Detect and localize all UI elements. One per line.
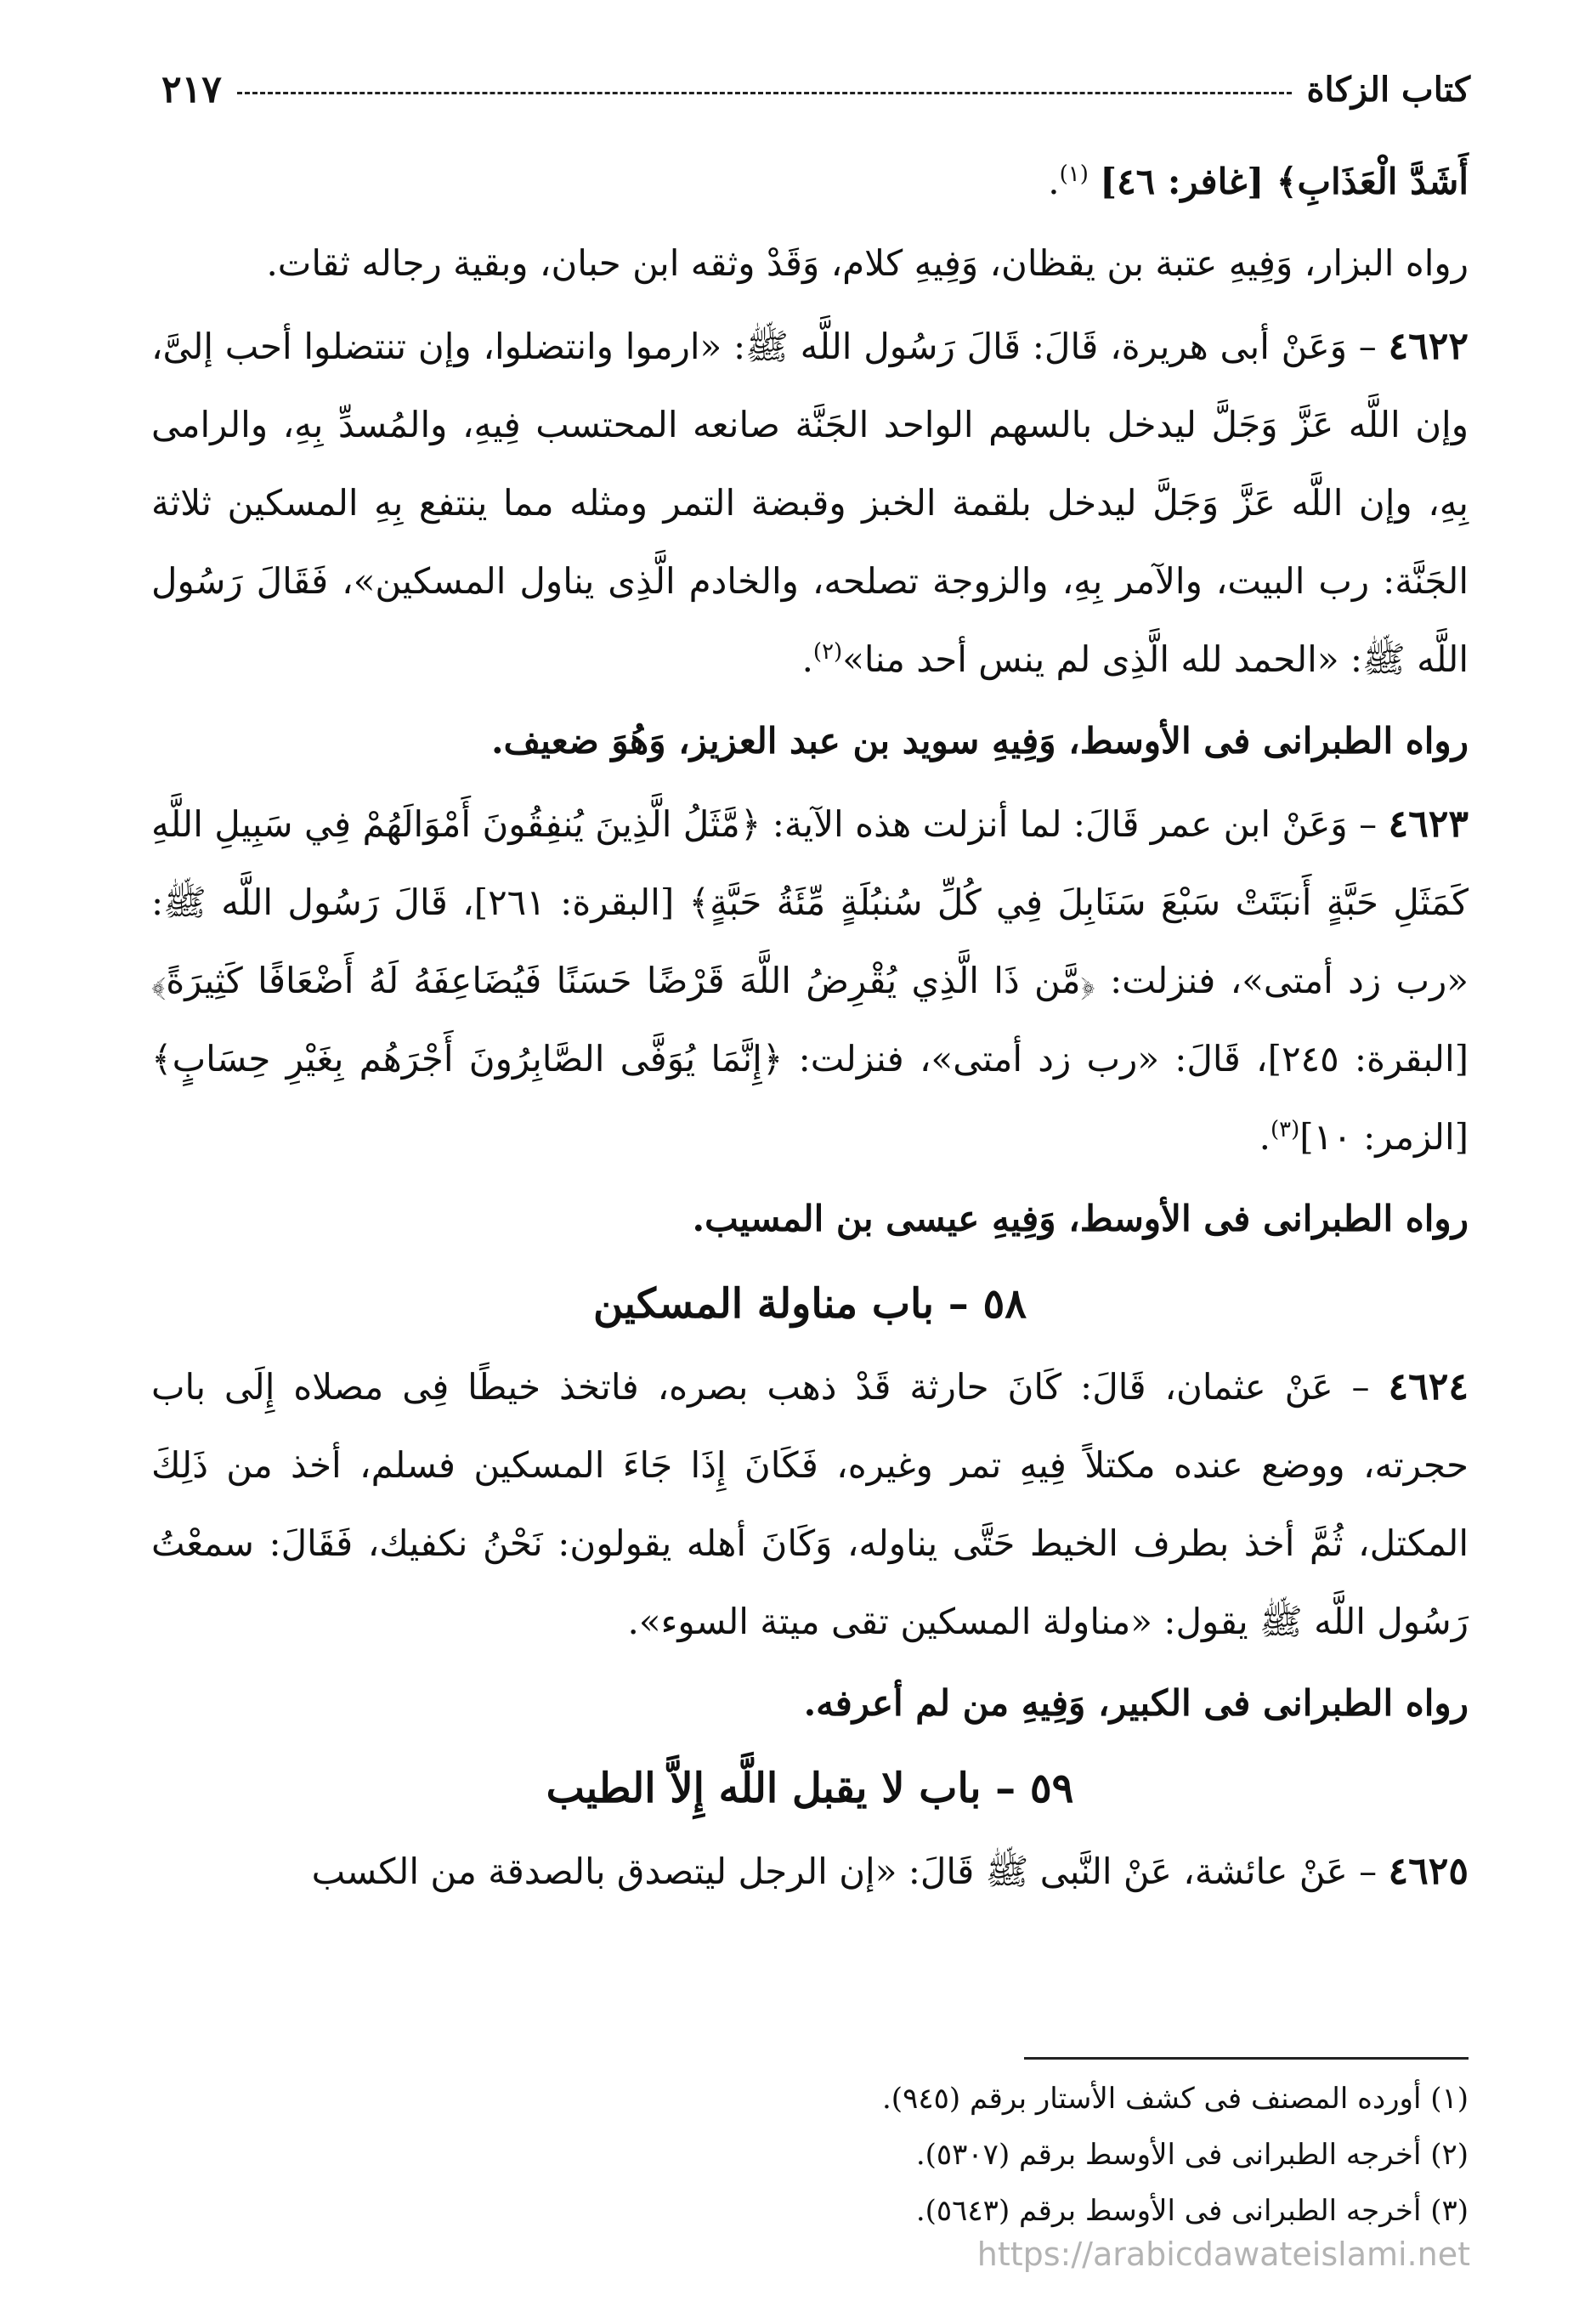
chapter-heading-59: ٥٩ – باب لا يقبل اللَّه إِلاَّ الطيب [546, 1765, 1074, 1812]
footnote-separator [1024, 2057, 1469, 2060]
source-note-text: رواه الطبرانى فى الأوسط، وَفِيهِ سويد بن عبد العزيز، وَهُوَ ضعيف. [491, 720, 1469, 762]
hadith-number: ٤٦٢٢ [1388, 325, 1469, 368]
hadith-number: ٤٦٢٥ [1388, 1850, 1469, 1893]
hadith-text: – عَنْ عائشة، عَنْ النَّبى ﷺ قَالَ: «إن الرجل ليتصدق بالصدقة من الكسب [311, 1850, 1389, 1892]
footnote-ref: (٣) [1271, 1117, 1300, 1142]
watermark-url: https://arabicdawateislami.net [976, 2236, 1470, 2273]
footnote-ref: (١) [1059, 162, 1089, 187]
hadith-number: ٤٦٢٤ [1388, 1365, 1469, 1408]
hadith-text: – وَعَنْ أبى هريرة، قَالَ: قَالَ رَسُول اللَّه ﷺ: «ارموا وانتضلوا، وإن تنتضلوا أحب إلىَّ، وإن اللَّه عَزَّ وَجَلَّ ليدخل بالسهم الواحد الجَنَّة صانعه المحتسب فِيهِ، والمُسدِّ بِهِ، والرامى بِهِ، وإن اللَّه عَزَّ وَجَلَّ ليدخل بلقمة الخبز وقبضة التمر ومثله مما ينتفع بِهِ المسكين ثلاثة الجَنَّة: رب البيت، والآمر بِهِ، والزوجة تصلحه، والخادم الَّذِى يناول المسكين»، فَقَالَ رَسُول اللَّه ﷺ: «الحمد لله الَّذِى لم ينس أحد منا» [151, 326, 1469, 680]
quran-continuation [151, 143, 1469, 221]
source-note [151, 1180, 1469, 1258]
main-text [151, 143, 1469, 1914]
hadith-text: – عَنْ عثمان، قَالَ: كَانَ حارثة قَدْ ذهب بصره، فاتخذ خيطًا فِى مصلاه إِلَى باب حجرته، ووضع عنده مكتلاً فِيهِ تمر وغيره، فَكَانَ إِذَا جَاءَ المسكين فسلم، أخذ من ذَلِكَ المكتل، ثُمَّ أخذ بطرف الخيط حَتَّى يناوله، وَكَانَ أهله يقولون: نَحْنُ نكفيك، فَقَالَ: سمعْتُ رَسُول اللَّه ﷺ يقول: «مناولة المسكين تقى ميتة السوء». [151, 1366, 1469, 1642]
hadith-4622 [151, 308, 1469, 699]
hadith-number: ٤٦٢٣ [1388, 802, 1469, 846]
source-note [151, 1664, 1469, 1743]
page-number: ٢١٧ [161, 67, 222, 111]
period: . [1048, 161, 1060, 202]
hadith-text: – وَعَنْ ابن عمر قَالَ: لما أنزلت هذه الآية: ﴿مَّثَلُ الَّذِينَ يُنفِقُونَ أَمْوَالَهُمْ فِي سَبِيلِ اللَّهِ كَمَثَلِ حَبَّةٍ أَنبَتَتْ سَبْعَ سَنَابِلَ فِي كُلِّ سُنبُلَةٍ مِّئَةُ حَبَّةٍ﴾ [البقرة: ٢٦١]، قَالَ رَسُول اللَّه ﷺ: «رب زد أمتى»، فنزلت: ﴿مَّن ذَا الَّذِي يُقْرِضُ اللَّهَ قَرْضًا حَسَنًا فَيُضَاعِفَهُ لَهُ أَضْعَافًا كَثِيرَةً﴾ [البقرة: ٢٤٥]، قَالَ: «رب زد أمتى»، فنزلت: ﴿إِنَّمَا يُوَفَّى الصَّابِرُونَ أَجْرَهُم بِغَيْرِ حِسَابٍ﴾ [الزمر: ١٠] [151, 803, 1469, 1158]
footnotes [595, 2071, 1469, 2239]
book-section-title: كتاب الزكاة [1306, 69, 1470, 110]
page-header [161, 60, 1470, 119]
period: . [1259, 1116, 1271, 1158]
period: . [801, 638, 813, 680]
chapter-heading-58: ٥٨ – باب مناولة المسكين [593, 1280, 1027, 1328]
source-note-text: رواه الطبرانى فى الأوسط، وَفِيهِ عيسى بن المسيب. [692, 1198, 1469, 1239]
source-note-text: رواه البزار، وَفِيهِ عتبة بن يقظان، وَفِيهِ كلام، وَقَدْ وثقه ابن حبان، وبقية رجاله ثقات. [266, 242, 1469, 284]
source-note-text: رواه الطبرانى فى الكبير، وَفِيهِ من لم أعرفه. [803, 1682, 1469, 1724]
hadith-4624 [151, 1348, 1469, 1661]
hadith-4625 [151, 1833, 1469, 1911]
footnote-1: (١) أورده المصنف فى كشف الأستار برقم (٩٤٥). [882, 2082, 1469, 2116]
source-note [151, 224, 1469, 303]
source-note [151, 702, 1469, 780]
footnote-ref: (٢) [812, 639, 843, 665]
footnote-2: (٢) أخرجه الطبرانى فى الأوسط برقم (٥٣٠٧). [915, 2138, 1469, 2172]
footnote-3: (٣) أخرجه الطبرانى فى الأوسط برقم (٥٦٤٣). [915, 2194, 1469, 2228]
header-dashed-rule [237, 92, 1292, 94]
hadith-4623 [151, 785, 1469, 1176]
quran-verse-text: أَشَدَّ الْعَذَابِ﴾ [غافر: ٤٦] [1100, 161, 1469, 202]
